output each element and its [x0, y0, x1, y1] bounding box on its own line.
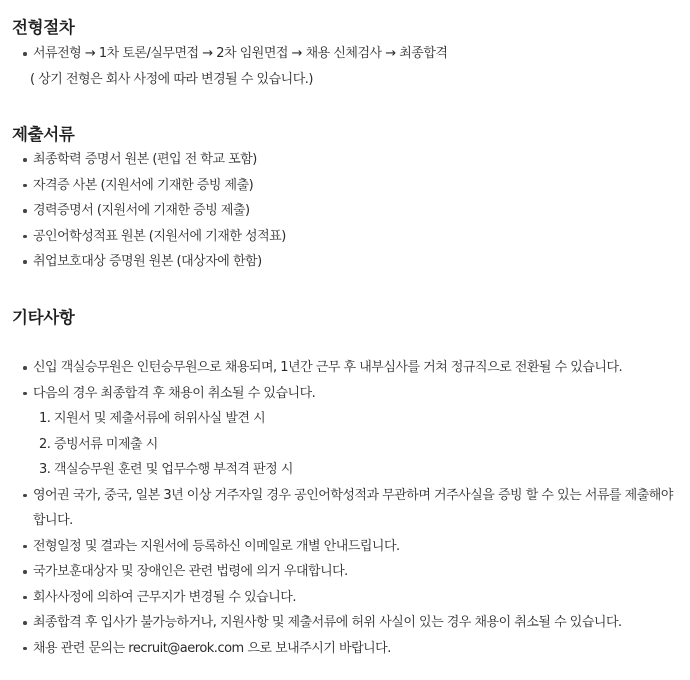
- list-item: 전형일정 및 결과는 지원서에 등록하신 이메일로 개별 안내드립니다.: [12, 534, 682, 560]
- list-item: 채용 관련 문의는 recruit@aerok.com 으로 보내주시기 바랍니다.: [12, 636, 682, 662]
- list-item: 다음의 경우 최종합격 후 채용이 취소될 수 있습니다.: [12, 381, 682, 407]
- section-title-other-notes: 기타사항: [12, 308, 75, 327]
- list-item: 최종합격 후 입사가 불가능하거나, 지원사항 및 제출서류에 허위 사실이 있는 경우 채용이 취소될 수 있습니다.: [12, 610, 682, 636]
- required-documents-list: [12, 147, 682, 275]
- list-item: 자격증 사본 (지원서에 기재한 증빙 제출): [12, 173, 682, 199]
- list-item: 최종학력 증명서 원본 (편입 전 학교 포함): [12, 147, 682, 173]
- list-item: 공인어학성적표 원본 (지원서에 기재한 성적표): [12, 224, 682, 250]
- sub-list-item: 2. 증빙서류 미제출 시: [39, 436, 158, 452]
- other-notes-list: [12, 355, 682, 661]
- list-item: 회사사정에 의하여 근무지가 변경될 수 있습니다.: [12, 585, 682, 611]
- section-title-required-documents: 제출서류: [12, 125, 75, 144]
- sub-list-item: 1. 지원서 및 제출서류에 허위사실 발견 시: [39, 411, 266, 426]
- list-item: 취업보호대상 증명원 원본 (대상자에 한함): [12, 249, 682, 275]
- list-item: 국가보훈대상자 및 장애인은 관련 법령에 의거 우대합니다.: [12, 559, 682, 585]
- list-item: 서류전형 → 1차 토론/실무면접 → 2차 임원면접 → 채용 신체검사 → 최종합격: [12, 41, 682, 67]
- screening-process-list: [12, 41, 682, 92]
- list-item: 영어권 국가, 중국, 일본 3년 이상 거주자일 경우 공인어학성적과 무관하며 거주사실을 증빙 할 수 있는 서류를 제출해야 합니다.: [12, 483, 688, 534]
- list-item: 신입 객실승무원은 인턴승무원으로 채용되며, 1년간 근무 후 내부심사를 거쳐 정규직으로 전환될 수 있습니다.: [12, 355, 682, 381]
- list-item: 경력증명서 (지원서에 기재한 증빙 제출): [12, 198, 682, 224]
- sub-list-item: 3. 객실승무원 훈련 및 업무수행 부적격 판정 시: [39, 462, 293, 477]
- section-title-screening-process: 전형절차: [12, 18, 75, 37]
- screening-note: ( 상기 전형은 회사 사정에 따라 변경될 수 있습니다.): [30, 71, 313, 87]
